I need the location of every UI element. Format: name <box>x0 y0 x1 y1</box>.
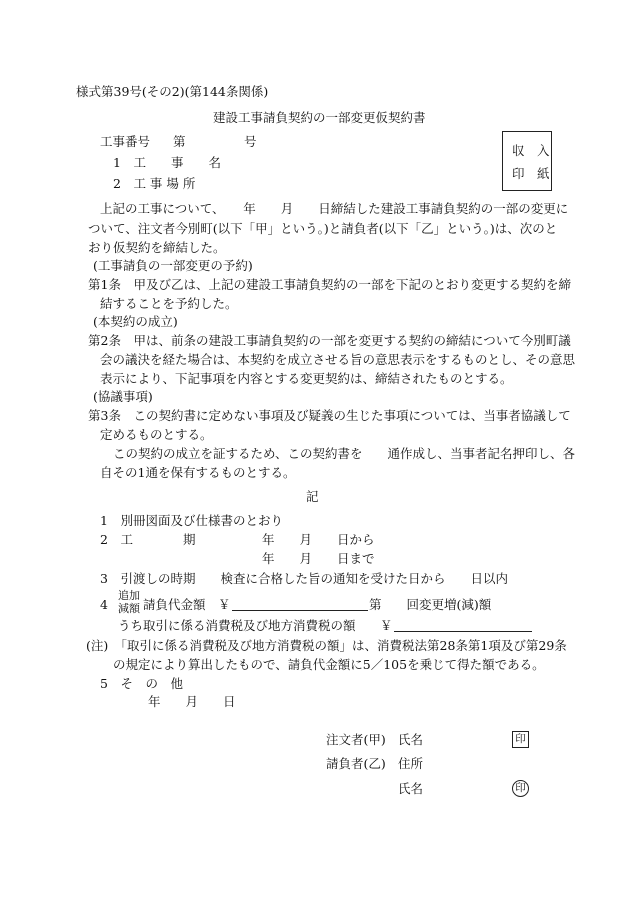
article1-line2: 結することを予約した。 <box>100 296 238 311</box>
document-title: 建設工事請負契約の一部変更仮契約書 <box>213 110 426 125</box>
intro-line1: 上記の工事について、 年 月 日締結した建設工事請負契約の一部の変更に <box>100 201 569 216</box>
item4-tax-yen: ￥ <box>380 618 393 633</box>
ki-heading: 記 <box>306 489 319 504</box>
article2-heading: (本契約の成立) <box>93 314 178 329</box>
article3-heading: (協議事項) <box>93 389 153 404</box>
orderer-seal: 印 <box>512 731 529 748</box>
project-location-label: 2 工 事 場 所 <box>113 176 196 191</box>
article3-line2: 定めるものとする。 <box>100 427 213 442</box>
item4-reduce: 減額 <box>118 602 140 615</box>
item2-label: 2 工 期 <box>100 532 196 547</box>
project-number-prefix: 第 <box>173 134 186 149</box>
project-number-label: 工事番号 <box>100 134 151 149</box>
item4-tax-label: うち取引に係る消費税及び地方消費税の額 <box>118 618 356 633</box>
project-number-suffix: 号 <box>244 134 257 149</box>
signing-date: 年 月 日 <box>148 694 236 709</box>
item4-number: 4 <box>100 597 108 612</box>
item2-from: 年 月 日から <box>262 532 375 547</box>
form-number: 様式第39号(その2)(第144条関係) <box>76 84 269 99</box>
contractor-label: 請負者(乙) <box>326 756 386 771</box>
item1: 1 別冊図面及び仕様書のとおり <box>100 513 283 528</box>
note-line1: (注) 「取引に係る消費税及び地方消費税の額」は、消費税法第28条第1項及び第29条 <box>86 638 567 653</box>
item4-amount-label: 請負代金額 ￥ <box>143 597 231 612</box>
amount-underline <box>232 610 368 611</box>
item3: 3 引渡しの時期 検査に合格した旨の通知を受けた日から 日以内 <box>100 571 508 586</box>
revenue-stamp-box <box>502 131 552 191</box>
article2-line1: 第2条 甲は、前条の建設工事請負契約の一部を変更する契約の締結について今別町議 <box>88 333 571 348</box>
contractor-address-label: 住所 <box>398 756 424 771</box>
tax-underline <box>394 631 532 632</box>
orderer-label: 注文者(甲) <box>326 732 386 747</box>
article2-line2: 会の議決を経た場合は、本契約を成立させる旨の意思表示をするものとし、その意思 <box>100 352 576 367</box>
item4-add: 追加 <box>118 589 140 602</box>
item4-change-suffix: 第 回変更増(減)額 <box>369 597 492 612</box>
contractor-seal: 印 <box>512 780 529 797</box>
article3-line1: 第3条 この契約書に定めない事項及び疑義の生じた事項については、当事者協議して <box>88 408 571 423</box>
intro-line3: おり仮契約を締結した。 <box>88 240 226 255</box>
note-line2: の規定により算出したもので、請負代金額に5／105を乗じて得た額である。 <box>113 657 545 672</box>
article1-heading: (工事請負の一部変更の予約) <box>93 258 253 273</box>
closing-line2: 自その1通を保有するものとする。 <box>100 465 296 480</box>
article2-line3: 表示により、下記事項を内容とする変更契約は、締結されたものとする。 <box>100 371 513 386</box>
stamp-label-line1: 収 入 <box>512 143 550 158</box>
orderer-name-label: 氏名 <box>398 732 424 747</box>
article1-line1: 第1条 甲及び乙は、上記の建設工事請負契約の一部を下記のとおり変更する契約を締 <box>88 277 571 292</box>
contractor-name-label: 氏名 <box>398 781 424 796</box>
stamp-label-line2: 印 紙 <box>512 166 550 181</box>
closing-line1: この契約の成立を証するため、この契約書を 通作成し、当事者記名押印し、各 <box>113 446 576 461</box>
intro-line2: ついて、注文者今別町(以下「甲」という。)と請負者(以下「乙」という。)は、次のと <box>88 221 558 236</box>
project-name-label: 1 工 事 名 <box>113 155 221 170</box>
item2-to: 年 月 日まで <box>262 551 375 566</box>
item5: 5 そ の 他 <box>100 676 183 691</box>
